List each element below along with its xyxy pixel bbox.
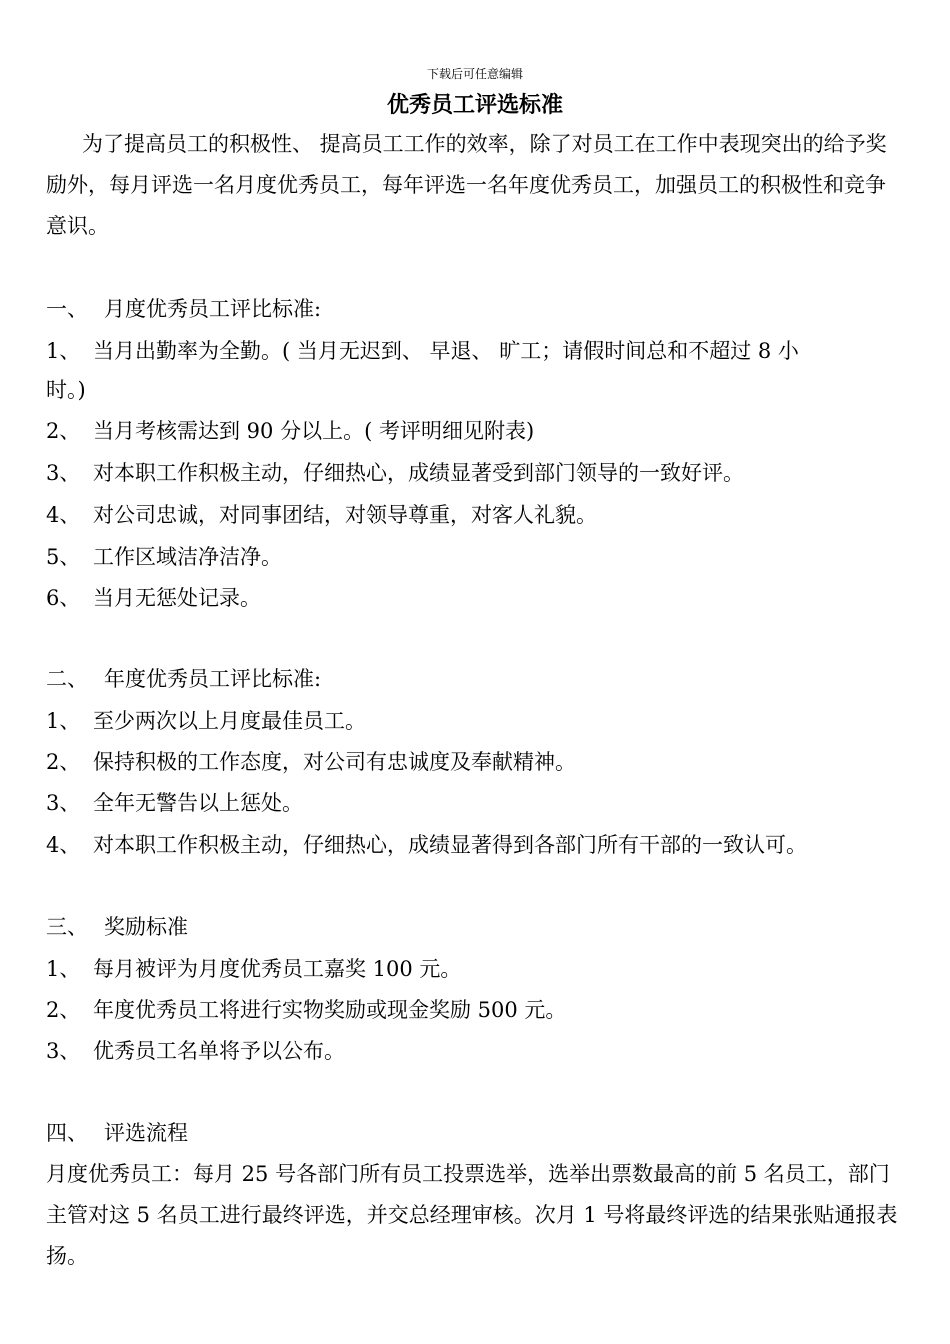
header-note: 下载后可任意编辑	[426, 67, 523, 81]
item-text: 保持积极的工作态度，对公司有忠诚度及奉献精神。	[93, 750, 576, 774]
section-title: 月度优秀员工评比标准:	[104, 297, 322, 321]
item-number: 1、	[46, 339, 81, 363]
item-number: 2、	[46, 419, 81, 443]
item-number: 1、	[46, 709, 81, 733]
item-number: 1、	[46, 957, 81, 981]
item-text: 至少两次以上月度最佳员工。	[93, 709, 366, 733]
intro-paragraph: 为了提高员工的积极性、 提高员工工作的效率，除了对员工在工作中表现突出的给予奖励外，每月评选一名月度优秀员工，每年评选一名年度优秀员工，加强员工的积极性和竞争意识。	[46, 132, 887, 238]
item-text: 优秀员工名单将予以公布。	[93, 1039, 345, 1063]
item-number: 6、	[46, 586, 81, 610]
item-text: 对本职工作积极主动，仔细热心，成绩显著受到部门领导的一致好评。	[93, 461, 744, 485]
section-title: 年度优秀员工评比标准:	[104, 667, 322, 691]
item-number: 2、	[46, 998, 81, 1022]
item-text: 全年无警告以上惩处。	[93, 791, 303, 815]
item-number: 4、	[46, 833, 81, 857]
item-text: 对公司忠诚，对同事团结，对领导尊重，对客人礼貌。	[93, 503, 597, 527]
item-text: 工作区域洁净洁净。	[93, 545, 282, 569]
item-number: 5、	[46, 545, 81, 569]
document-title: 优秀员工评选标准	[386, 92, 563, 118]
section-number: 二、	[46, 667, 88, 691]
process-paragraph: 月度优秀员工：每月 25 号各部门所有员工投票选举，选举出票数最高的前 5 名员工，部门主管对这 5 名员工进行最终评选，并交总经理审核。次月 1 号将最终评选的结果张贴通报表扬。	[46, 1162, 898, 1268]
item-number: 3、	[46, 1039, 81, 1063]
section-number: 一、	[46, 297, 88, 321]
item-text: 当月无惩处记录。	[93, 586, 261, 610]
item-number: 3、	[46, 791, 81, 815]
item-number: 3、	[46, 461, 81, 485]
item-text: 每月被评为月度优秀员工嘉奖 100 元。	[93, 957, 462, 981]
item-number: 2、	[46, 750, 81, 774]
item-number: 4、	[46, 503, 81, 527]
section-title: 奖励标准	[104, 915, 188, 939]
section-number: 三、	[46, 915, 88, 939]
item-text: 当月考核需达到 90 分以上。( 考评明细见附表)	[93, 419, 535, 443]
item-text: 当月出勤率为全勤。( 当月无迟到、 早退、 旷工；请假时间总和不超过 8 小	[93, 339, 799, 363]
section-number: 四、	[46, 1121, 88, 1145]
item-text: 时。)	[46, 378, 86, 402]
item-text: 年度优秀员工将进行实物奖励或现金奖励 500 元。	[93, 998, 567, 1022]
section-title: 评选流程	[104, 1121, 188, 1145]
item-text: 对本职工作积极主动，仔细热心，成绩显著得到各部门所有干部的一致认可。	[93, 833, 807, 857]
